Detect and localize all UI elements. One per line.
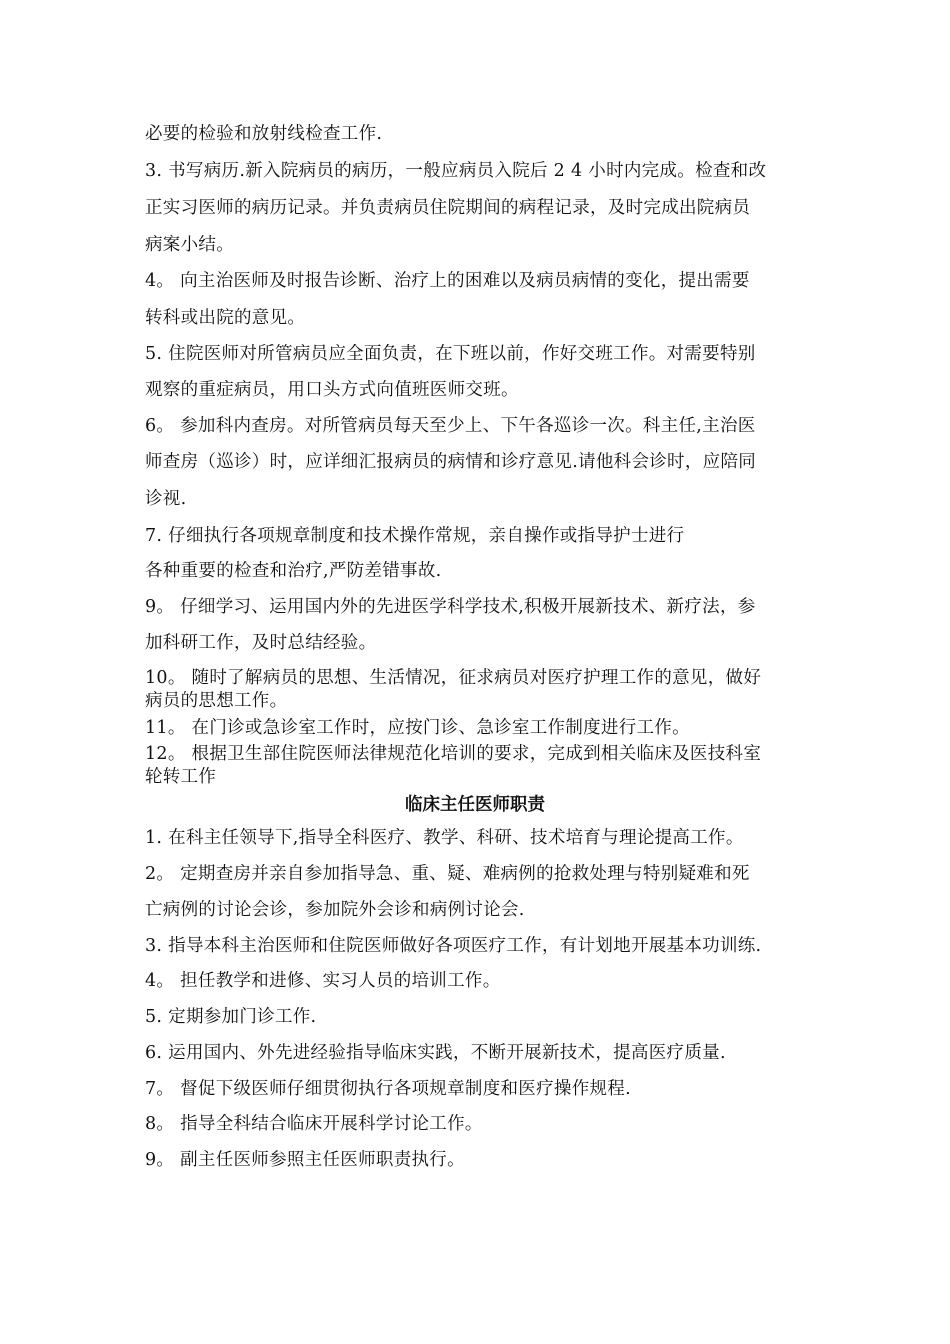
text-line: 9。 仔细学习、运用国内外的先进医学科学技术,积极开展新技术、新疗法，参 [145,597,756,617]
text-line: 轮转工作 [145,767,217,787]
text-line: 病员的思想工作。 [145,691,288,711]
text-line: 8。 指导全科结合临床开展科学讨论工作。 [145,1114,483,1134]
text-line: 7. 仔细执行各项规章制度和技术操作常规，亲自操作或指导护士进行 [145,526,685,546]
text-line: 病案小结。 [145,235,234,255]
text-line: 4。 担任教学和进修、实习人员的培训工作。 [145,971,501,991]
text-line: 必要的检验和放射线检查工作. [145,124,383,144]
section-title: 临床主任医师职责 [405,795,545,815]
text-line: 6。 参加科内查房。对所管病员每天至少上、下午各巡诊一次。科主任,主治医 [145,416,756,436]
text-line: 3. 指导本科主治医师和住院医师做好各项医疗工作，有计划地开展基本功训练. [145,936,762,956]
text-line: 观察的重症病员，用口头方式向值班医师交班。 [145,380,519,400]
text-line: 加科研工作，及时总结经验。 [145,633,377,653]
text-line: 各种重要的检查和治疗,严防差错事故. [145,561,442,581]
text-line: 正实习医师的病历记录。并负责病员住院期间的病程记录，及时完成出院病员 [145,198,751,218]
text-line: 5. 住院医师对所管病员应全面负责，在下班以前，作好交班工作。对需要特别 [145,344,756,364]
text-line: 师查房（巡诊）时，应详细汇报病员的病情和诊疗意见.请他科会诊时，应陪同 [145,452,757,472]
text-line: 6. 运用国内、外先进经验指导临床实践，不断开展新技术，提高医疗质量. [145,1043,726,1063]
text-line: 1. 在科主任领导下,指导全科医疗、教学、科研、技术培育与理论提高工作。 [145,828,744,848]
text-line: 11。 在门诊或急诊室工作时，应按门诊、急诊室工作制度进行工作。 [145,718,690,738]
text-line: 2。 定期查房并亲自参加指导急、重、疑、难病例的抢救处理与特别疑难和死 [145,864,750,884]
text-line: 亡病例的讨论会诊，参加院外会诊和病例讨论会. [145,900,525,920]
text-line: 4。 向主治医师及时报告诊断、治疗上的困难以及病员病情的变化，提出需要 [145,271,750,291]
text-line: 10。 随时了解病员的思想、生活情况，征求病员对医疗护理工作的意见，做好 [145,668,762,688]
text-line: 诊视. [145,489,187,509]
text-line: 5. 定期参加门诊工作. [145,1007,317,1027]
text-line: 9。 副主任医师参照主任医师职责执行。 [145,1150,465,1170]
text-line: 转科或出院的意见。 [145,308,306,328]
text-line: 7。 督促下级医师仔细贯彻执行各项规章制度和医疗操作规程. [145,1079,631,1099]
text-line: 3. 书写病历.新入院病员的病历，一般应病员入院后 2 4 小时内完成。检查和改 [145,161,767,181]
text-line: 12。 根据卫生部住院医师法律规范化培训的要求，完成到相关临床及医技科室 [145,744,762,764]
